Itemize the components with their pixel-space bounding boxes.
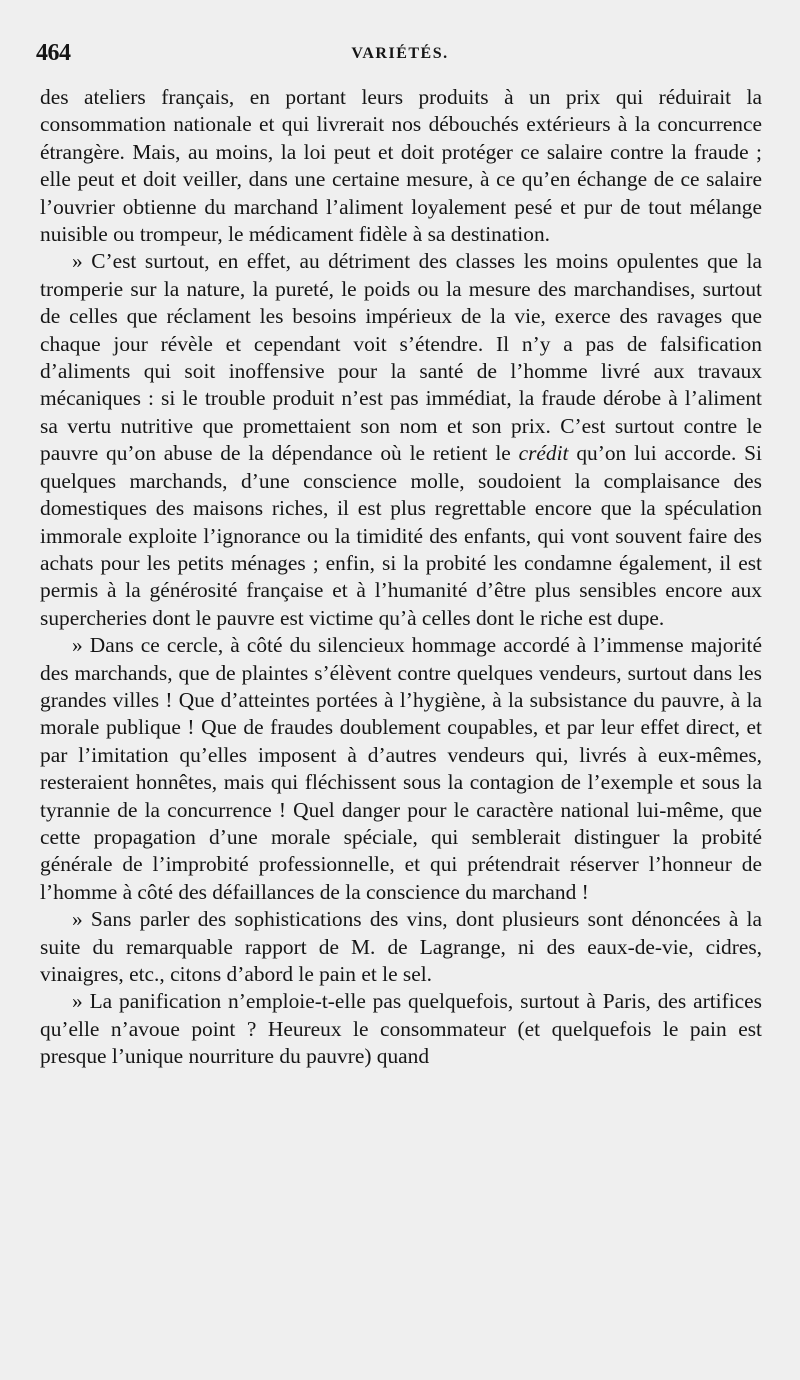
running-head: VARIÉTÉS. — [351, 45, 449, 62]
paragraph-text-part: qu’on lui accorde. Si quelques marchands, d’une conscience molle, soudoient la complaisance des domestiques des maisons riches, il est plus regrettable encore que la spéculation immorale exploite l’ignorance ou la timidité des enfants, qui vont souvent faire des achats pour les petits ménages ; enfin, si la probité les condamne également, il est permis à la générosité française et à l’humanité d’être plus sensibles encore aux supercheries dont le pauvre est victime qu’à celles dont le riche est dupe. — [40, 441, 762, 630]
paragraph-complaints: » Dans ce cercle, à côté du silencieux hommage accordé à l’immense majorité des marchands, que de plaintes s’élèvent contre quelques vendeurs, surtout dans les grandes villes ! Que d’atteintes portées à l’hygiène, à la subsistance du pauvre, à la morale publique ! Que de fraudes doublement coupables, et par leur effet direct, et par l’imitation qu’elles imposent à d’autres vendeurs qui, livrés à eux-mêmes, resteraient honnêtes, mais qui fléchissent sous la contagion de l’exemple et sous la tyrannie de la concurrence ! Quel danger pour le caractère national lui-même, que cette propagation d’une morale spéciale, qui semblerait distinguer la probité générale de l’improbité professionnelle, et qui prétendrait réserver l’honneur de l’homme à côté des défaillances de la conscience du marchand ! — [40, 633, 762, 904]
paragraph-panification: » La panification n’emploie-t-elle pas quelquefois, surtout à Paris, des artifices qu’elle n’avoue point ? Heureux le consommateur (et quelquefois le pain est presque l’unique nourriture du pauvre) quand — [40, 989, 762, 1069]
paragraph-fraud-against-poor — [40, 248, 762, 632]
page-number: 464 — [36, 40, 71, 66]
page-header — [36, 40, 764, 72]
paragraph-continuation: des ateliers français, en portant leurs produits à un prix qui réduirait la consommation nationale et qui livrerait nos débouchés extérieurs à la concurrence étrangère. Mais, au moins, la loi peut et doit protéger ce salaire contre la fraude ; elle peut et doit veiller, dans une certaine mesure, à ce qu’en échange de ce salaire l’ouvrier obtienne du marchand l’aliment loyalement pesé et pur de tout mélange nuisible ou trompeur, le médicament fidèle à sa destination. — [40, 85, 762, 247]
emphasized-word-credit: crédit — [518, 441, 569, 466]
body-text — [40, 84, 762, 1071]
paragraph-sophistications: » Sans parler des sophistications des vins, dont plusieurs sont dénoncées à la suite du remarquable rapport de M. de Lagrange, ni des eaux-de-vie, cidres, vinaigres, etc., citons d’abord le pain et le sel. — [40, 907, 762, 986]
paragraph-text-part: » C’est surtout, en effet, au détriment des classes les moins opulentes que la tromperie sur la nature, la pureté, le poids ou la mesure des marchandises, surtout de celles que réclament les besoins impérieux de la vie, exerce des ravages que chaque jour révèle et cependant voit s’étendre. Il n’y a pas de falsification d’aliments qui soit inoffensive pour la santé de l’homme livré aux travaux mécaniques : si le trouble produit n’est pas immédiat, la fraude dérobe à l’aliment sa vertu nutritive que promettaient son nom et son prix. C’est surtout contre le pauvre qu’on abuse de la dépendance où le retient le — [40, 249, 762, 466]
